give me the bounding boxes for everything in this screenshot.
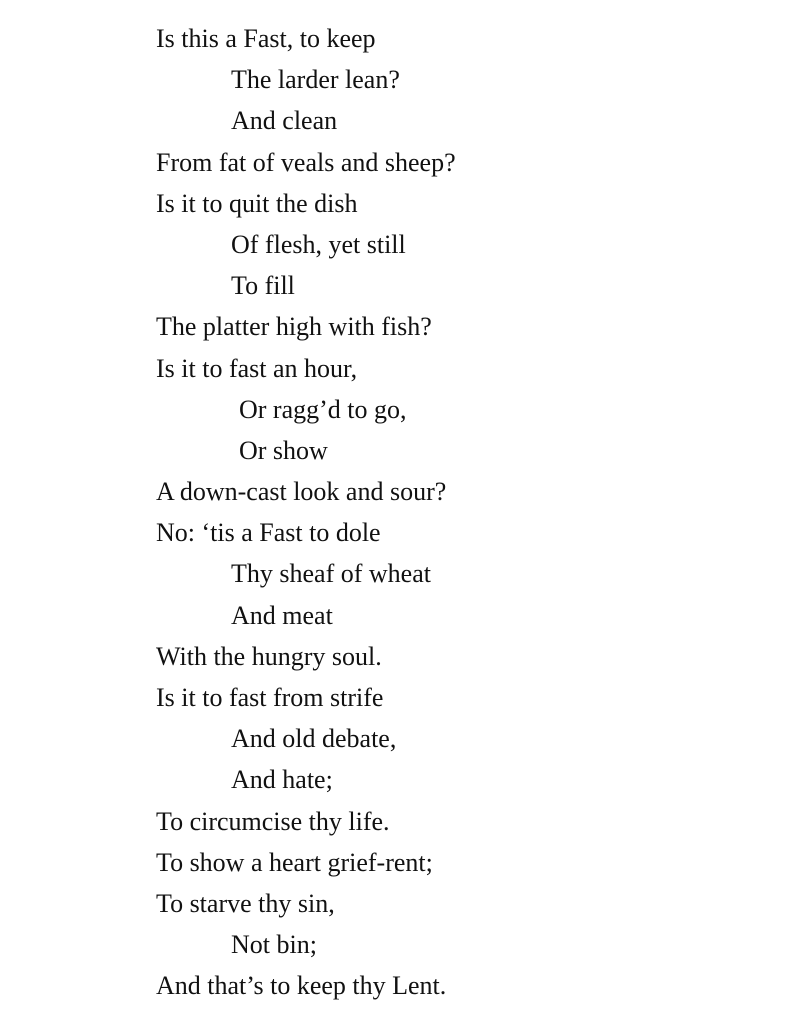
poem-line: From fat of veals and sheep?: [156, 147, 456, 177]
poem-line: To show a heart grief-rent;: [156, 847, 433, 877]
poem-line: Or ragg’d to go,: [239, 394, 407, 424]
poem-line: And that’s to keep thy Lent.: [156, 971, 447, 1001]
poem-line: The platter high with fish?: [156, 312, 432, 342]
poem-line: No: ‘tis a Fast to dole: [156, 518, 381, 548]
poem-line: To fill: [231, 271, 295, 301]
poem-line: A down-cast look and sour?: [156, 477, 447, 507]
poem-line: And old debate,: [231, 724, 397, 754]
poem-line: Is it to fast an hour,: [156, 353, 358, 383]
poem-line: Thy sheaf of wheat: [231, 559, 431, 589]
poem-line: Of flesh, yet still: [231, 229, 406, 259]
poem-line: To starve thy sin,: [156, 888, 335, 918]
poem-line: Is it to fast from strife: [156, 683, 384, 712]
poem-line: Not bin;: [231, 930, 317, 960]
poem-line: And meat: [231, 600, 333, 630]
poem-line: Or show: [239, 435, 328, 465]
poem-line: Is this a Fast, to keep: [156, 24, 376, 53]
poem-line: To circumcise thy life.: [156, 806, 390, 836]
poem: [156, 18, 456, 1007]
poem-line: And clean: [231, 106, 338, 136]
poem-line: With the hungry soul.: [156, 641, 382, 671]
poem-line: Is it to quit the dish: [156, 188, 358, 218]
poem-line: The larder lean?: [231, 65, 400, 95]
poem-line: And hate;: [231, 765, 333, 795]
